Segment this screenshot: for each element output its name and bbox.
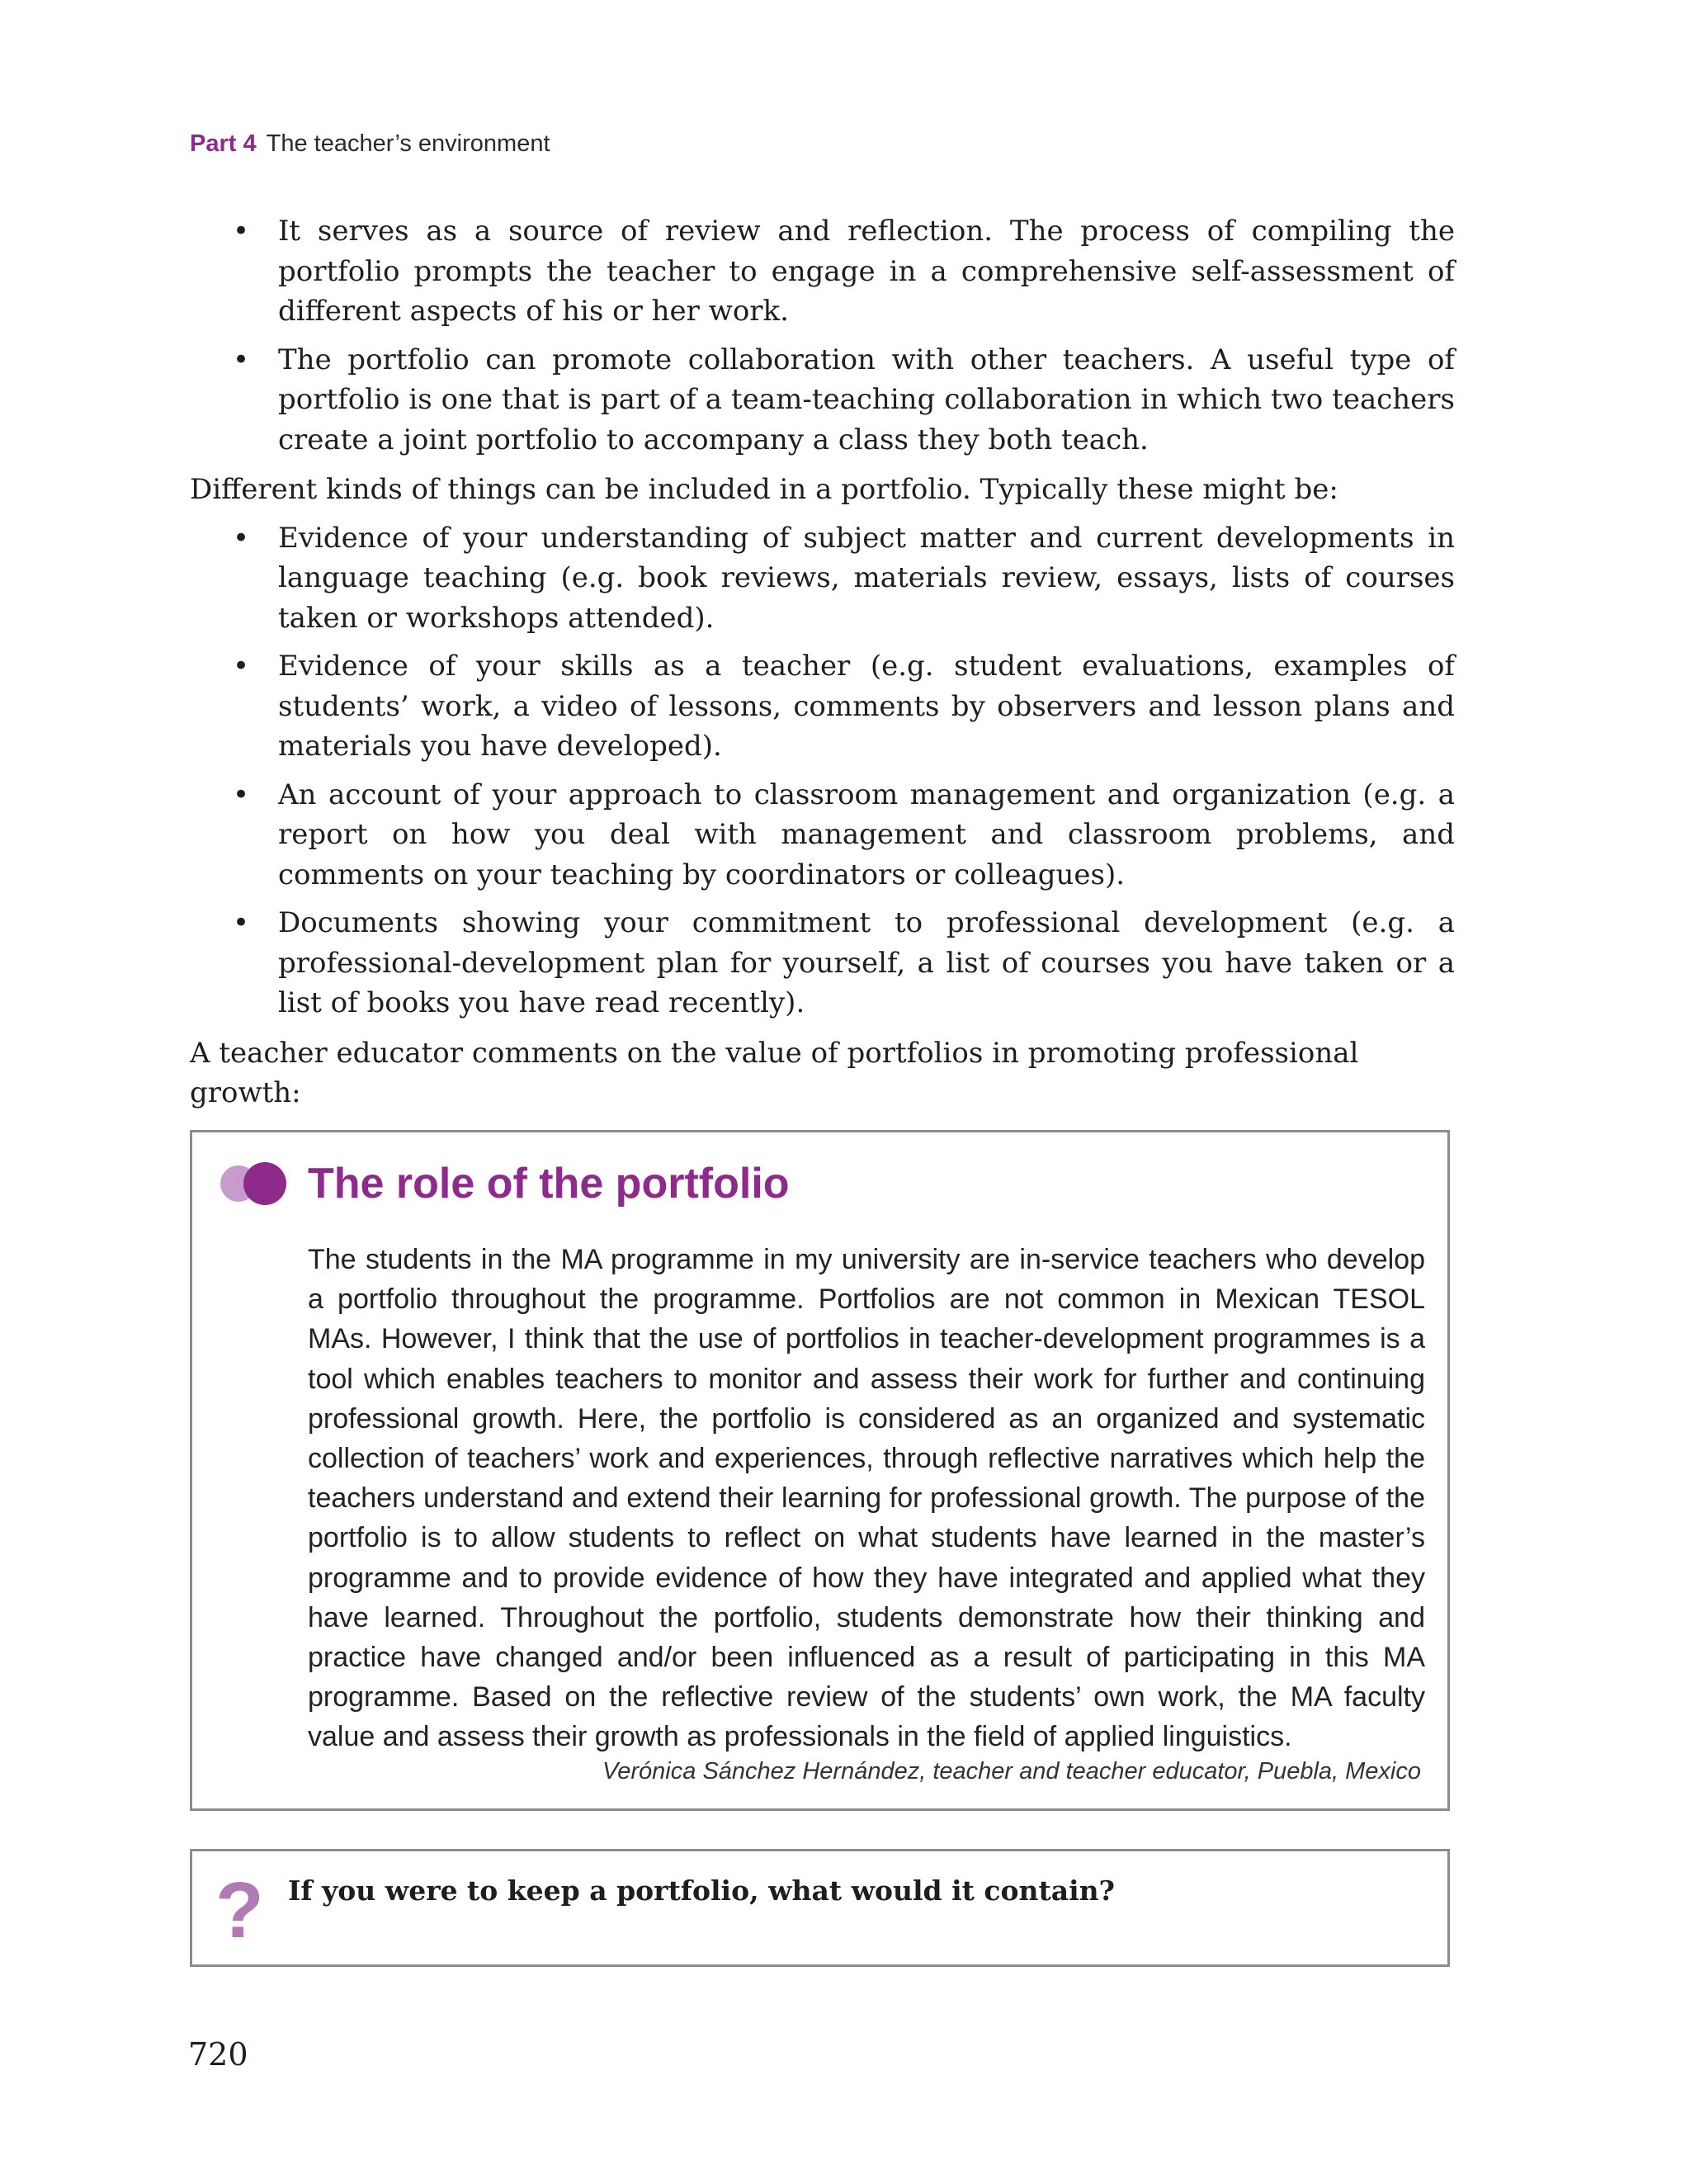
- speech-circles-icon: [219, 1161, 288, 1207]
- list-item: • Evidence of your skills as a teacher (e.g. student evaluations, examples of students’ work, a video of lessons, comments by observers and lesson plans and materials you have developed).: [190, 646, 1455, 767]
- question-box: [190, 1849, 1450, 1967]
- main-content: [190, 211, 1455, 1122]
- intro-paragraph: Different kinds of things can be included in a portfolio. Typically these might be:: [190, 473, 1338, 506]
- question-text: If you were to keep a portfolio, what would it contain?: [288, 1874, 1115, 1907]
- quote-attribution: Verónica Sánchez Hernández, teacher and teacher educator, Puebla, Mexico: [602, 1758, 1421, 1785]
- list-item: • An account of your approach to classroom management and organization (e.g. a report on how you deal with management and classroom problems, and comments on your teaching by coordinators or colleagues).: [190, 775, 1455, 896]
- question-mark-icon: ?: [215, 1866, 264, 1955]
- list-item: • It serves as a source of review and reflection. The process of compiling the portfolio prompts the teacher to engage in a comprehensive self-assessment of different aspects of his or her work.: [190, 211, 1455, 332]
- role-of-portfolio-box: [190, 1130, 1450, 1811]
- box-title: The role of the portfolio: [308, 1160, 790, 1208]
- educator-intro-paragraph: A teacher educator comments on the value of portfolios in promoting professional growth:: [190, 1036, 1359, 1109]
- running-header: [190, 130, 550, 158]
- list-item: • The portfolio can promote collaboration with other teachers. A useful type of portfolio is one that is part of a team-teaching collaboration in which two teachers create a joint portfolio to accompany a class they both teach.: [190, 340, 1455, 461]
- header-part-label: Part 4: [190, 130, 257, 157]
- bullet-list-contents: [190, 518, 1455, 1023]
- quote-body: The students in the MA programme in my university are in-service teachers who develop a portfolio throughout the programme. Portfolios are not common in Mexican TESOL MAs. However, I think that the use of portfolios in teacher-development programmes is a tool which enables teachers to monitor and assess their work for further and continuing professional growth. Here, the portfolio is considered as an organized and systematic collection of teachers’ work and experiences, through reflective narratives which help the teachers understand and extend their learning for professional growth. The purpose of the portfolio is to allow students to reflect on what students have learned in the master’s programme and to provide evidence of how they have integrated and applied what they have learned. Throughout the portfolio, students demonstrate how their thinking and practice have changed and/or been influenced as a result of participating in this MA programme. Based on the reflective review of the students’ own work, the MA faculty value and assess their growth as professionals in the field of applied linguistics.: [308, 1244, 1425, 1753]
- list-item: • Evidence of your understanding of subject matter and current developments in language teaching (e.g. book reviews, materials review, essays, lists of courses taken or workshops attended).: [190, 518, 1455, 639]
- list-item: • Documents showing your commitment to professional development (e.g. a professional-development plan for yourself, a list of courses you have taken or a list of books you have read recently).: [190, 903, 1455, 1023]
- page-number: 720: [188, 2036, 248, 2073]
- bullet-list-benefits: [190, 211, 1455, 460]
- header-title: The teacher’s environment: [266, 130, 550, 157]
